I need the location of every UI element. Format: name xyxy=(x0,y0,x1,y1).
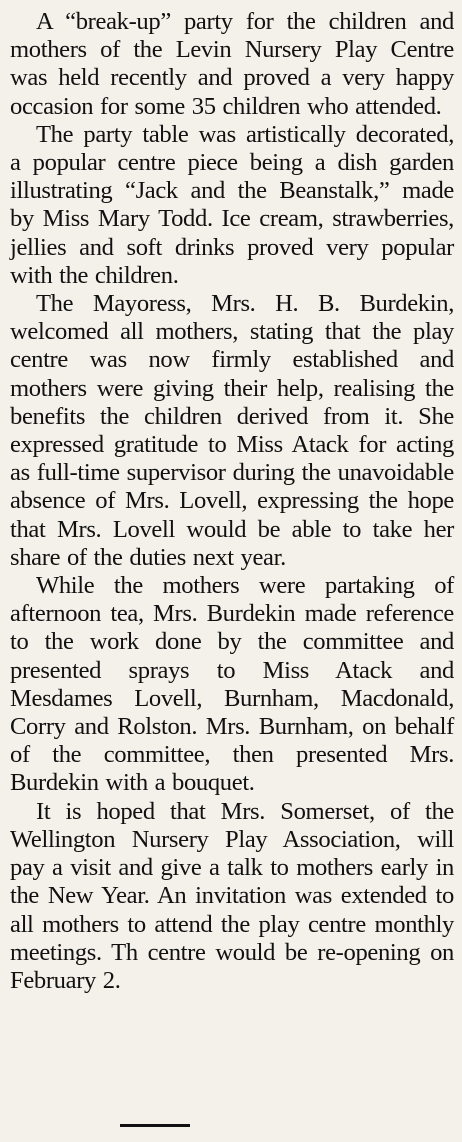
paragraph-5: It is hoped that Mrs. Somerset, of the Wellington Nursery Play Association, will pay a visit and give a talk to mothers early in the New Year. An invitation was extended to all mothers to attend the play centre monthly meetings. Th centre would be re-opening on February 2. xyxy=(10,797,454,994)
paragraph-1: A “break-up” party for the children and mothers of the Levin Nursery Play Centre was held recently and proved a very happy occasion for some 35 children who attended. xyxy=(10,8,454,120)
paragraph-4: While the mothers were partaking of afternoon tea, Mrs. Burdekin made reference to the work done by the committee and presented sprays to Miss Atack and Mesdames Lovell, Burnham, Macdonald, Corry and Rolston. Mrs. Burnham, on behalf of the committee, then presented Mrs. Burdekin with a bouquet. xyxy=(10,572,454,797)
paragraph-3: The Mayoress, Mrs. H. B. Burdekin, welcomed all mothers, stating that the play centre was now firmly established and mothers were giving their help, realising the benefits the children derived from it. She expressed gratitude to Miss Atack for acting as full-time supervisor during the unavoidable absence of Mrs. Lovell, expressing the hope that Mrs. Lovell would be able to take her share of the duties next year. xyxy=(10,290,454,571)
paragraph-2: The party table was artistically decorated, a popular centre piece being a dish garden illustrating “Jack and the Beanstalk,” made by Miss Mary Todd. Ice cream, strawberries, jellies and soft drinks proved very popular with the children. xyxy=(10,120,454,289)
end-rule xyxy=(120,1124,190,1127)
